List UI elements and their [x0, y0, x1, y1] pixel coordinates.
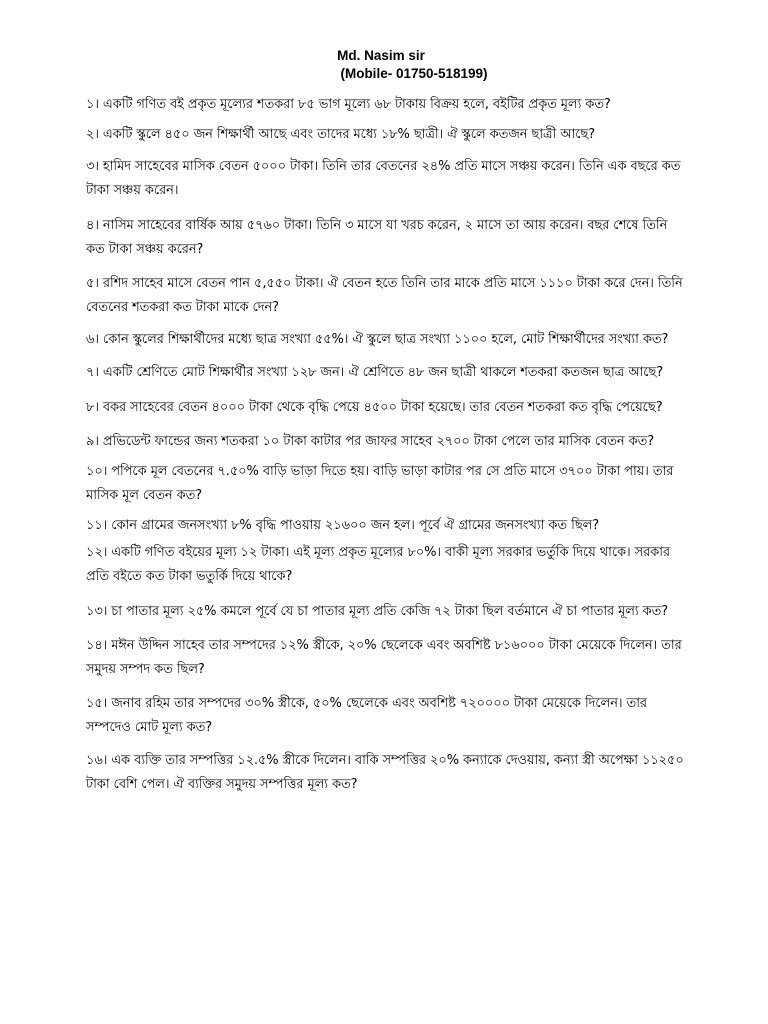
question-15: ১৫। জনাব রহিম তার সম্পদের ৩০% স্ত্রীকে, ৫০% ছেলেকে এবং অবশিষ্ট ৭২০০০০ টাকা মেয়েকে দিলেন। তার সম্পদেও মোট মূল্য কত? [86, 696, 647, 735]
question-5: ৫। রশিদ সাহেব মাসে বেতন পান ৫,৫৫০ টাকা। ঐ বেতন হতে তিনি তার মাকে প্রতি মাসে ১১১০ টাকা করে দেন। তিনি বেতনের শতকরা কত টাকা মাকে দেন? [86, 276, 683, 315]
question-list [86, 93, 686, 797]
question-16: ১৬। এক ব্যক্তি তার সম্পত্তির ১২.৫% স্ত্রীকে দিলেন। বাকি সম্পত্তির ২০% কন্যাকে দেওয়ায়, কন্যা স্ত্রী অপেক্ষা ১১২৫০ টাকা বেশি পেল। ঐ ব্যক্তির সমুদয় সম্পত্তির মূল্য কত? [86, 753, 684, 792]
question-9: ৯। প্রভিডেন্ট ফান্ডের জন্য শতকরা ১০ টাকা কাটার পর জাফর সাহেব ২৭০০ টাকা পেলে তার মাসিক বেতন কত? [86, 434, 655, 449]
mobile-number: (Mobile- 01750-518199) [340, 66, 488, 81]
header [0, 47, 768, 83]
question-1: ১। একটি গণিত বই প্রকৃত মূল্যের শতকরা ৮৫ ভাগ মূল্যে ৬৮ টাকায় বিক্রয় হলে, বইটির প্রকৃত মূল্য কত? [86, 97, 611, 112]
question-13: ১৩। চা পাতার মূল্য ২৫% কমলে পূর্বে যে চা পাতার মূল্য প্রতি কেজি ৭২ টাকা ছিল বর্তমানে ঐ চা পাতার মূল্য কত? [86, 604, 669, 619]
question-2: ২। একটি স্কুলে ৪৫০ জন শিক্ষার্থী আছে এবং তাদের মধ্যে ১৮% ছাত্রী। ঐ স্কুলে কতজন ছাত্রী আছে? [86, 127, 596, 142]
question-14: ১৪। মঈন উদ্দিন সাহেব তার সম্পদের ১২% স্ত্রীকে, ২০% ছেলেকে এবং অবশিষ্ট ৮১৬০০০ টাকা মেয়েকে দিলেন। তার সমুদয় সম্পদ কত ছিল? [86, 638, 682, 677]
question-6: ৬। কোন স্কুলের শিক্ষার্থীদের মধ্যে ছাত্র সংখ্যা ৫৫%। ঐ স্কুলে ছাত্র সংখ্যা ১১০০ হলে, মোট শিক্ষার্থীদের সংখ্যা কত? [86, 332, 669, 347]
teacher-name: Md. Nasim sir [337, 48, 425, 63]
question-4: ৪। নাসিম সাহেবের বার্ষিক আয় ৫৭৬০ টাকা। তিনি ৩ মাসে যা খরচ করেন, ২ মাসে তা আয় করেন। বছর শেষে তিনি কত টাকা সঞ্চয় করেন? [86, 218, 668, 257]
question-10: ১০। পপিকে মূল বেতনের ৭.৫০% বাড়ি ভাড়া দিতে হয়। বাড়ি ভাড়া কাটার পর সে প্রতি মাসে ৩৭০০ টাকা পায়। তার মাসিক মূল বেতন কত? [86, 464, 674, 503]
question-12: ১২। একটি গণিত বইয়ের মূল্য ১২ টাকা। এই মূল্য প্রকৃত মূল্যের ৮০%। বাকী মূল্য সরকার ভর্তুকি দিয়ে থাকে। সরকার প্রতি বইতে কত টাকা ভতুর্কি দিয়ে থাকে? [86, 545, 670, 584]
question-3: ৩। হামিদ সাহেবের মাসিক বেতন ৫০০০ টাকা। তিনি তার বেতনের ২৪% প্রতি মাসে সঞ্চয় করেন। তিনি এক বছরে কত টাকা সঞ্চয় করেন। [86, 159, 681, 198]
question-8: ৮। বকর সাহেবের বেতন ৪০০০ টাকা থেকে বৃদ্ধি পেয়ে ৪৫০০ টাকা হয়েছে। তার বেতন শতকরা কত বৃদ্ধি পেয়েছে? [86, 400, 663, 415]
question-7: ৭। একটি শ্রেণিতে মোট শিক্ষার্থীর সংখ্যা ১২৮ জন। ঐ শ্রেণিতে ৪৮ জন ছাত্রী থাকলে শতকরা কতজন ছাত্র আছে? [86, 365, 664, 380]
question-11: ১১। কোন গ্রামের জনসংখ্যা ৮% বৃদ্ধি পাওয়ায় ২১৬০০ জন হল। পূর্বে ঐ গ্রামের জনসংখ্যা কত ছিল? [86, 518, 599, 533]
